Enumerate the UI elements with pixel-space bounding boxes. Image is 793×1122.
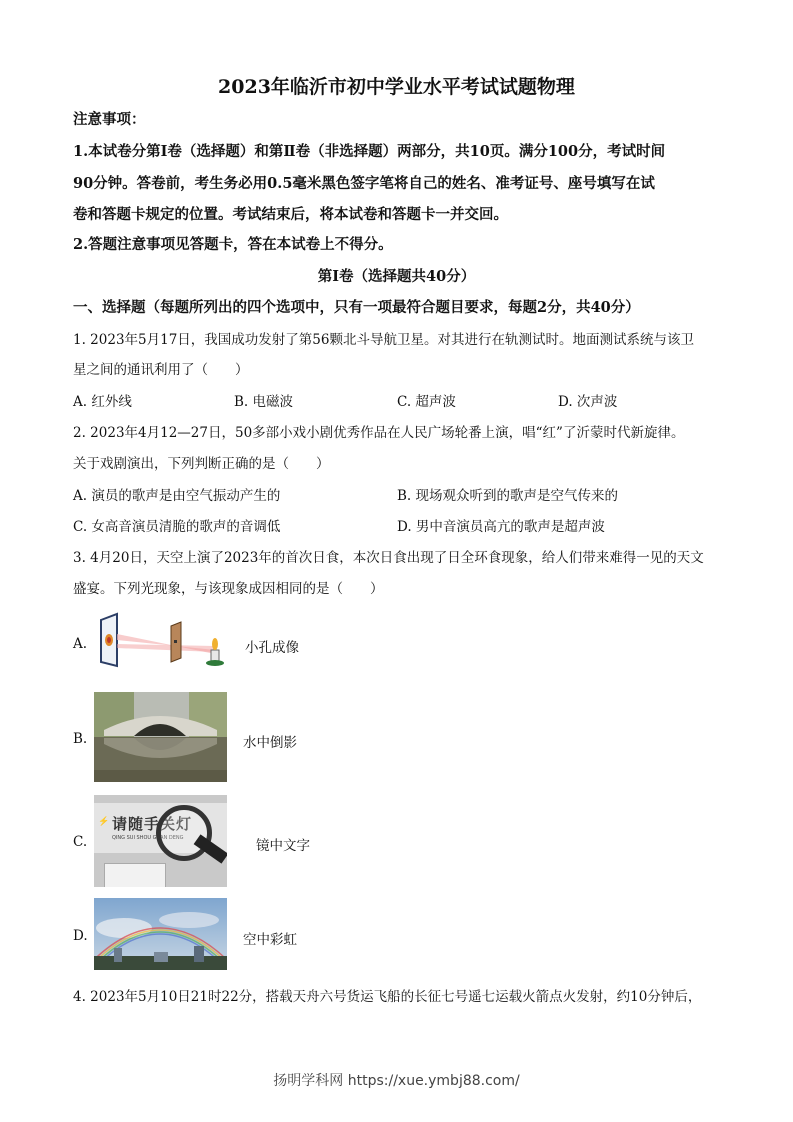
q3-stem-line-2: 盛宴。下列光现象，与该现象成因相同的是（ ） <box>73 581 384 597</box>
q4-stem-line-1: 4. 2023年5月10日21时22分，搭载天舟六号货运飞船的长征七号遥七运载火箭点火发射，约10分钟后， <box>73 989 702 1005</box>
page-title: 2023年临沂市初中学业水平考试试题物理 <box>218 76 575 98</box>
sign-pinyin: QING SUI SHOU GUAN DENG <box>112 835 184 841</box>
part1-heading: 第Ⅰ卷（选择题共40分） <box>317 268 476 285</box>
q3-option-d-letter: D. <box>73 928 88 944</box>
q3-stem-line-1: 3. 4月20日，天空上演了2023年的首次日食，本次日食出现了日全环食现象，给人们带来难得一见的天文 <box>73 550 704 566</box>
q1-stem-line-1: 1. 2023年5月17日，我国成功发射了第56颗北斗导航卫星。对其进行在轨测试时。地面测试系统与该卫 <box>73 332 694 348</box>
q2-option-c: C. 女高音演员清脆的歌声的音调低 <box>73 519 281 535</box>
sign-text: 请随手关灯 <box>112 815 193 833</box>
mirror-text-image <box>94 795 227 887</box>
notice-line-2: 90分钟。答卷前，考生务必用0.5毫米黑色签字笔将自己的姓名、准考证号、座号填写在试 <box>73 175 655 192</box>
q3-option-d-text: 空中彩虹 <box>243 932 297 948</box>
pinhole-camera-image <box>97 610 232 670</box>
q2-stem-line-1: 2. 2023年4月12—27日，50多部小戏小剧优秀作品在人民广场轮番上演，唱“红”了沂蒙时代新旋律。 <box>73 425 685 441</box>
q3-option-c-letter: C. <box>73 834 88 850</box>
notice-line-1: 1.本试卷分第Ⅰ卷（选择题）和第Ⅱ卷（非选择题）两部分，共10页。满分100分，考试时间 <box>73 143 666 160</box>
q2-option-d: D. 男中音演员高亢的歌声是超声波 <box>397 519 605 535</box>
section1-heading: 一、选择题（每题所列出的四个选项中，只有一项最符合题目要求，每题2分，共40分） <box>73 299 640 316</box>
bridge-reflection-image <box>94 692 227 782</box>
q1-option-a: A. 红外线 <box>73 394 132 410</box>
q3-option-b-letter: B. <box>73 731 88 747</box>
notice-line-3: 卷和答题卡规定的位置。考试结束后，将本试卷和答题卡一并交回。 <box>73 206 508 223</box>
q1-option-c: C. 超声波 <box>397 394 456 410</box>
q1-option-b: B. 电磁波 <box>234 394 294 410</box>
mirror-logo-icon: ⚡ <box>98 817 110 827</box>
q3-option-b-text: 水中倒影 <box>243 735 297 751</box>
notice-line-4: 2.答题注意事项见答题卡，答在本试卷上不得分。 <box>73 236 393 253</box>
notice-heading: 注意事项： <box>73 111 146 128</box>
q1-option-d: D. 次声波 <box>558 394 618 410</box>
q3-option-c-text: 镜中文字 <box>256 838 310 854</box>
q3-option-a-text: 小孔成像 <box>245 640 299 656</box>
q2-stem-line-2: 关于戏剧演出，下列判断正确的是（ ） <box>73 456 330 472</box>
rainbow-image <box>94 898 227 970</box>
footer-watermark: 扬明学科网 https://xue.ymbj88.com/ <box>273 1073 520 1089</box>
q1-stem-line-2: 星之间的通讯利用了（ ） <box>73 362 249 378</box>
q3-option-a-letter: A. <box>73 636 88 652</box>
q2-option-a: A. 演员的歌声是由空气振动产生的 <box>73 488 281 504</box>
magnifier-icon <box>156 805 212 861</box>
q2-option-b: B. 现场观众听到的歌声是空气传来的 <box>397 488 619 504</box>
